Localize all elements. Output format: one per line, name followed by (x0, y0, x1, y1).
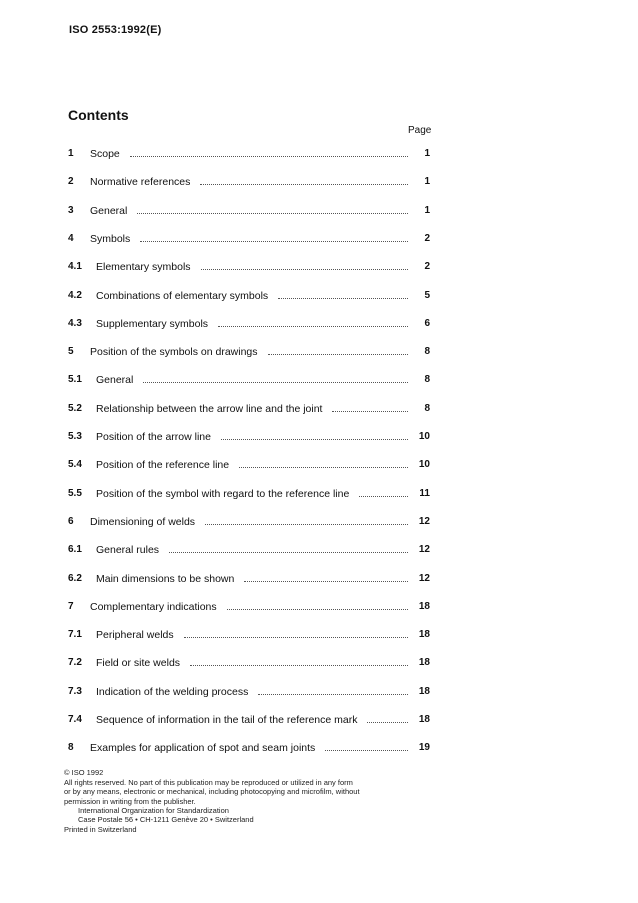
copyright-line: © ISO 1992 (64, 768, 104, 777)
toc-entry-page: 18 (418, 686, 430, 697)
toc-entry-number: 4.1 (68, 261, 82, 272)
toc-entry[interactable] (68, 204, 430, 218)
dot-leader (325, 750, 408, 751)
printed-in: Printed in Switzerland (64, 825, 137, 835)
toc-entry-title: Position of the arrow line (96, 431, 211, 443)
toc-entry[interactable] (68, 430, 430, 444)
document-header: ISO 2553:1992(E) (69, 24, 162, 36)
toc-entry-page: 18 (418, 657, 430, 668)
toc-entry-page: 1 (424, 176, 430, 187)
toc-entry-page: 2 (424, 261, 430, 272)
toc-entry-title: Relationship between the arrow line and the joint (96, 403, 323, 415)
toc-entry-number: 3 (68, 205, 74, 216)
toc-entry[interactable] (68, 345, 430, 359)
toc-entry-page: 18 (418, 601, 430, 612)
toc-entry[interactable] (68, 175, 430, 189)
rights-line-1: All rights reserved. No part of this publication may be reproduced or utilized in any form (64, 778, 353, 788)
toc-entry-number: 7.3 (68, 686, 82, 697)
toc-entry[interactable] (68, 713, 430, 727)
toc-entry-page: 12 (418, 573, 430, 584)
toc-entry-title: Peripheral welds (96, 629, 174, 641)
toc-entry[interactable] (68, 289, 430, 303)
toc-entry-page: 10 (418, 431, 430, 442)
dot-leader (130, 156, 408, 157)
toc-entry[interactable] (68, 232, 430, 246)
toc-entry-page: 8 (424, 374, 430, 385)
toc-entry[interactable] (68, 458, 430, 472)
contents-title: Contents (68, 107, 129, 123)
toc-entry[interactable] (68, 515, 430, 529)
toc-entry-page: 10 (418, 459, 430, 470)
toc-entry-title: General (90, 205, 128, 217)
toc-entry-page: 11 (419, 488, 430, 499)
dot-leader (137, 213, 408, 214)
toc-entry-page: 2 (424, 233, 430, 244)
toc-entry-page: 12 (418, 516, 430, 527)
dot-leader (200, 184, 408, 185)
toc-entry[interactable] (68, 487, 430, 501)
toc-entry-title: Position of the symbols on drawings (90, 346, 258, 358)
dot-leader (359, 496, 408, 497)
organization-address: Case Postale 56 • CH-1211 Genève 20 • Switzerland (78, 815, 254, 825)
dot-leader (143, 382, 408, 383)
dot-leader (169, 552, 408, 553)
toc-entry-number: 7.4 (68, 714, 82, 725)
toc-entry[interactable] (68, 147, 430, 161)
toc-entry[interactable] (68, 656, 430, 670)
toc-entry-title: Symbols (90, 233, 131, 245)
toc-entry-title: Sequence of information in the tail of the reference mark (96, 714, 358, 726)
toc-entry[interactable] (68, 685, 430, 699)
toc-entry-page: 18 (418, 714, 430, 725)
toc-entry-number: 6 (68, 516, 74, 527)
toc-entry-title: Field or site welds (96, 657, 181, 669)
toc-entry-number: 5.2 (68, 403, 82, 414)
toc-entry-number: 7.1 (68, 629, 82, 640)
dot-leader (258, 694, 408, 695)
toc-entry[interactable] (68, 600, 430, 614)
organization-name: International Organization for Standardization (78, 805, 229, 815)
toc-entry-title: Indication of the welding process (96, 686, 249, 698)
dot-leader (268, 354, 408, 355)
toc-entry-title: Combinations of elementary symbols (96, 290, 269, 302)
toc-entry-title: Scope (90, 148, 120, 160)
toc-entry-number: 7 (68, 601, 74, 612)
toc-entry-page: 12 (418, 544, 430, 555)
toc-entry-number: 8 (68, 742, 74, 753)
dot-leader (221, 439, 408, 440)
dot-leader (227, 609, 408, 610)
toc-entry-page: 1 (424, 148, 430, 159)
toc-entry-number: 4.2 (68, 290, 82, 301)
toc-entry-page: 8 (424, 346, 430, 357)
dot-leader (244, 581, 408, 582)
toc-entry-number: 5.1 (68, 374, 82, 385)
toc-entry-title: Supplementary symbols (96, 318, 209, 330)
toc-entry-page: 18 (418, 629, 430, 640)
toc-entry-number: 6.2 (68, 573, 82, 584)
toc-entry[interactable] (68, 373, 430, 387)
dot-leader (367, 722, 408, 723)
dot-leader (218, 326, 408, 327)
toc-entry-number: 4 (68, 233, 74, 244)
toc-entry-title: Position of the reference line (96, 459, 230, 471)
toc-entry-number: 2 (68, 176, 74, 187)
dot-leader (190, 665, 408, 666)
dot-leader (332, 411, 408, 412)
toc-entry-number: 6.1 (68, 544, 82, 555)
toc-entry-title: Position of the symbol with regard to the reference line (96, 488, 350, 500)
dot-leader (140, 241, 408, 242)
toc-entry-number: 5 (68, 346, 74, 357)
toc-entry-title: Dimensioning of welds (90, 516, 196, 528)
toc-entry-number: 5.4 (68, 459, 82, 470)
page-column-label: Page (408, 125, 432, 136)
toc-entry-title: Examples for application of spot and seam joints (90, 742, 316, 754)
toc-entry-title: Normative references (90, 176, 191, 188)
toc-entry-number: 1 (68, 148, 74, 159)
dot-leader (239, 467, 408, 468)
toc-entry-title: General rules (96, 544, 160, 556)
toc-entry-number: 4.3 (68, 318, 82, 329)
toc-entry-page: 19 (418, 742, 430, 753)
dot-leader (184, 637, 408, 638)
toc-entry[interactable] (68, 741, 430, 755)
toc-entry-title: General (96, 374, 134, 386)
toc-entry[interactable] (68, 402, 430, 416)
toc-entry[interactable] (68, 572, 430, 586)
toc-entry[interactable] (68, 260, 430, 274)
toc-entry-title: Complementary indications (90, 601, 217, 613)
toc-entry[interactable] (68, 628, 430, 642)
rights-line-3: permission in writing from the publisher. (64, 796, 196, 806)
copyright-footer (64, 768, 434, 834)
dot-leader (201, 269, 408, 270)
rights-line-2: or by any means, electronic or mechanical, including photocopying and microfilm, without (64, 787, 360, 797)
toc-entry-number: 7.2 (68, 657, 82, 668)
toc-entry-page: 5 (424, 290, 430, 301)
toc-entry-page: 1 (424, 205, 430, 216)
toc-entry-number: 5.3 (68, 431, 82, 442)
dot-leader (205, 524, 408, 525)
toc-entry[interactable] (68, 317, 430, 331)
dot-leader (278, 298, 408, 299)
toc-entry-title: Elementary symbols (96, 261, 191, 273)
toc-entry-number: 5.5 (68, 488, 82, 499)
toc-entry-page: 6 (424, 318, 430, 329)
toc-entry-page: 8 (424, 403, 430, 414)
toc-entry[interactable] (68, 543, 430, 557)
toc-entry-title: Main dimensions to be shown (96, 573, 235, 585)
